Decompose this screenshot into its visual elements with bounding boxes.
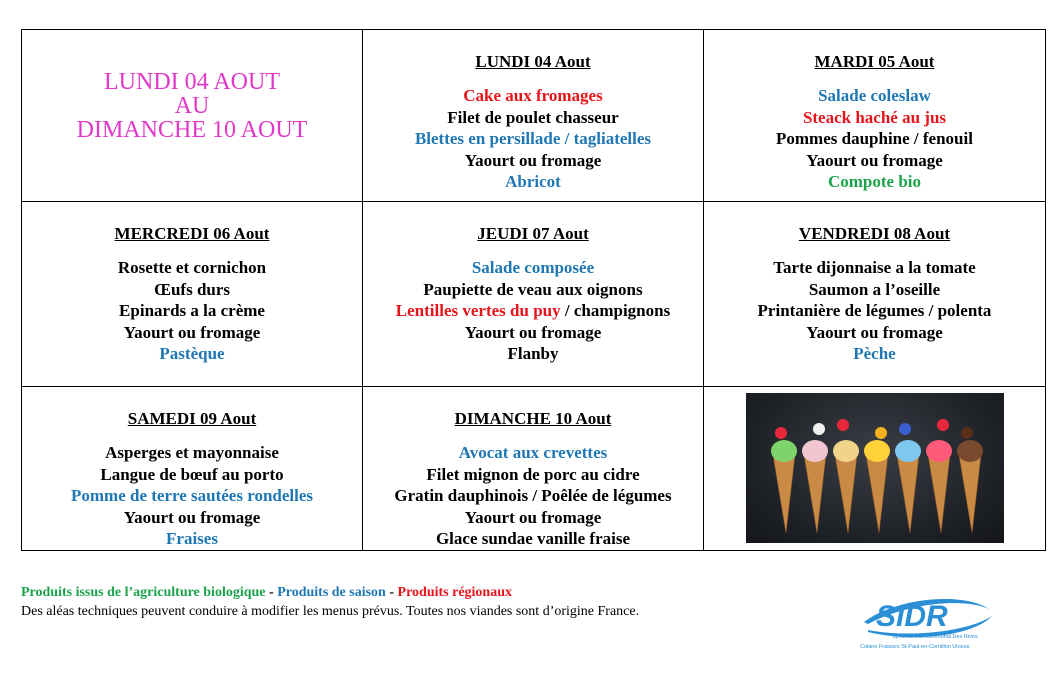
fruit-topping <box>775 427 787 439</box>
legend-saison: Produits de saison <box>277 585 386 600</box>
legend-bio: Produits issus de l’agriculture biologique <box>21 585 266 600</box>
dish-item: Paupiette de veau aux oignons <box>423 279 643 299</box>
day-cell-samedi <box>22 387 363 551</box>
dish-item: Pèche <box>853 344 896 363</box>
dish-item: Yaourt ou fromage <box>123 507 261 527</box>
dish-item: Filet de poulet chasseur <box>447 107 619 127</box>
dish-item: Œufs durs <box>153 279 231 299</box>
dish-item: Saumon a l’oseille <box>808 279 941 299</box>
disclaimer-note: Des aléas techniques peuvent conduire à modifier les menus prévus. Toutes nos viandes sont d’origine France. <box>21 604 640 619</box>
dish-item: Fraises <box>166 529 218 548</box>
dish-part-regional: Lentilles vertes du puy <box>395 301 561 320</box>
ice-cream-cones-photo <box>746 393 1004 543</box>
svg-text:Syndicat Intercommunal Des Riv: Syndicat Intercommunal Des Rives <box>892 634 978 640</box>
cone-shape <box>804 455 826 533</box>
day-title: DIMANCHE 10 Aout <box>454 409 612 428</box>
dish-item: Asperges et mayonnaise <box>105 443 279 462</box>
day-title: VENDREDI 08 Aout <box>798 224 951 243</box>
dish-item: Langue de bœuf au porto <box>100 464 284 484</box>
dish-item: Steack haché au jus <box>802 107 947 127</box>
dish-item <box>363 300 703 322</box>
scoop-shape <box>926 440 952 462</box>
dish-item: Yaourt ou fromage <box>464 150 602 170</box>
dish-item: Avocat aux crevettes <box>458 443 608 462</box>
dish-item: Cake aux fromages <box>463 86 603 105</box>
day-title: MARDI 05 Aout <box>814 52 935 71</box>
day-cell-lundi <box>363 30 704 202</box>
scoop-shape <box>771 440 797 462</box>
dish-item: Salade composée <box>471 258 595 277</box>
dish-item: Yaourt ou fromage <box>806 150 943 170</box>
cone-shape <box>866 455 888 533</box>
svg-text:SIDR: SIDR <box>876 600 948 633</box>
dish-item: Abricot <box>505 172 561 191</box>
dish-item: Rosette et cornichon <box>117 258 267 277</box>
legend-separator: - <box>385 585 398 600</box>
dish-item: Gratin dauphinois / Poêlée de légumes <box>394 486 672 505</box>
ice-cream-illustration <box>746 393 1004 543</box>
dish-item: Flanby <box>507 344 559 363</box>
legend-separator: - <box>265 585 278 600</box>
dish-item: Salade coleslaw <box>818 86 931 105</box>
dish-item: Printanière de légumes / polenta <box>757 301 992 320</box>
week-end-label: DIMANCHE 10 AOUT <box>76 117 308 143</box>
dish-item: Epinards a la crème <box>119 301 265 320</box>
dish-item: Yaourt ou fromage <box>806 322 943 342</box>
fruit-topping <box>837 419 849 431</box>
weekly-menu-grid <box>21 29 1046 551</box>
day-cell-jeudi <box>363 202 704 387</box>
cone-shape <box>959 455 981 533</box>
day-cell-dimanche <box>363 387 704 551</box>
scoop-shape <box>833 440 859 462</box>
dish-item: Blettes en persillade / tagliatelles <box>414 129 652 148</box>
scoop-shape <box>802 440 828 462</box>
dish-item: Yaourt ou fromage <box>464 507 602 527</box>
scoop-shape <box>864 440 890 462</box>
dish-item: Compote bio <box>827 172 922 191</box>
day-title: MERCREDI 06 Aout <box>114 224 270 243</box>
week-start-label: LUNDI 04 AOUT <box>104 69 280 95</box>
legend-regionaux: Produits régionaux <box>397 585 513 600</box>
day-cell-vendredi <box>704 202 1046 387</box>
dish-item: Pomme de terre sautées rondelles <box>70 486 314 505</box>
photo-cell <box>704 387 1046 551</box>
scoop-shape <box>895 440 921 462</box>
dish-item: Tarte dijonnaise a la tomate <box>773 258 976 277</box>
dish-item: Pastèque <box>159 344 225 363</box>
scoop-shape <box>957 440 983 462</box>
fruit-topping <box>937 419 949 431</box>
fruit-topping <box>813 423 825 435</box>
dish-item: Yaourt ou fromage <box>123 322 261 342</box>
day-cell-mardi <box>704 30 1046 202</box>
dish-item: Filet mignon de porc au cidre <box>426 464 640 484</box>
day-cell-mercredi <box>22 202 363 387</box>
day-title: LUNDI 04 Aout <box>475 52 591 71</box>
cone-shape <box>897 455 919 533</box>
cone-shape <box>835 455 857 533</box>
svg-text:Colaire Fraisses St-Paul-en-Co: Colaire Fraisses St-Paul-en-Cornillon Unieux <box>860 644 970 650</box>
fruit-topping <box>875 427 887 439</box>
dish-item: Glace sundae vanille fraise <box>435 529 631 548</box>
fruit-topping <box>899 423 911 435</box>
fruit-topping <box>961 427 973 439</box>
day-title: SAMEDI 09 Aout <box>127 409 257 428</box>
legend <box>21 584 512 601</box>
dish-item: Pommes dauphine / fenouil <box>776 129 973 148</box>
cone-shape <box>773 455 795 533</box>
day-title: JEUDI 07 Aout <box>477 224 589 243</box>
dish-item: Yaourt ou fromage <box>464 322 602 342</box>
cone-shape <box>928 455 950 533</box>
week-range-cell <box>22 30 363 202</box>
week-au-label: AU <box>174 93 210 119</box>
sidr-logo <box>858 592 998 650</box>
dish-part: / champignons <box>560 301 671 320</box>
